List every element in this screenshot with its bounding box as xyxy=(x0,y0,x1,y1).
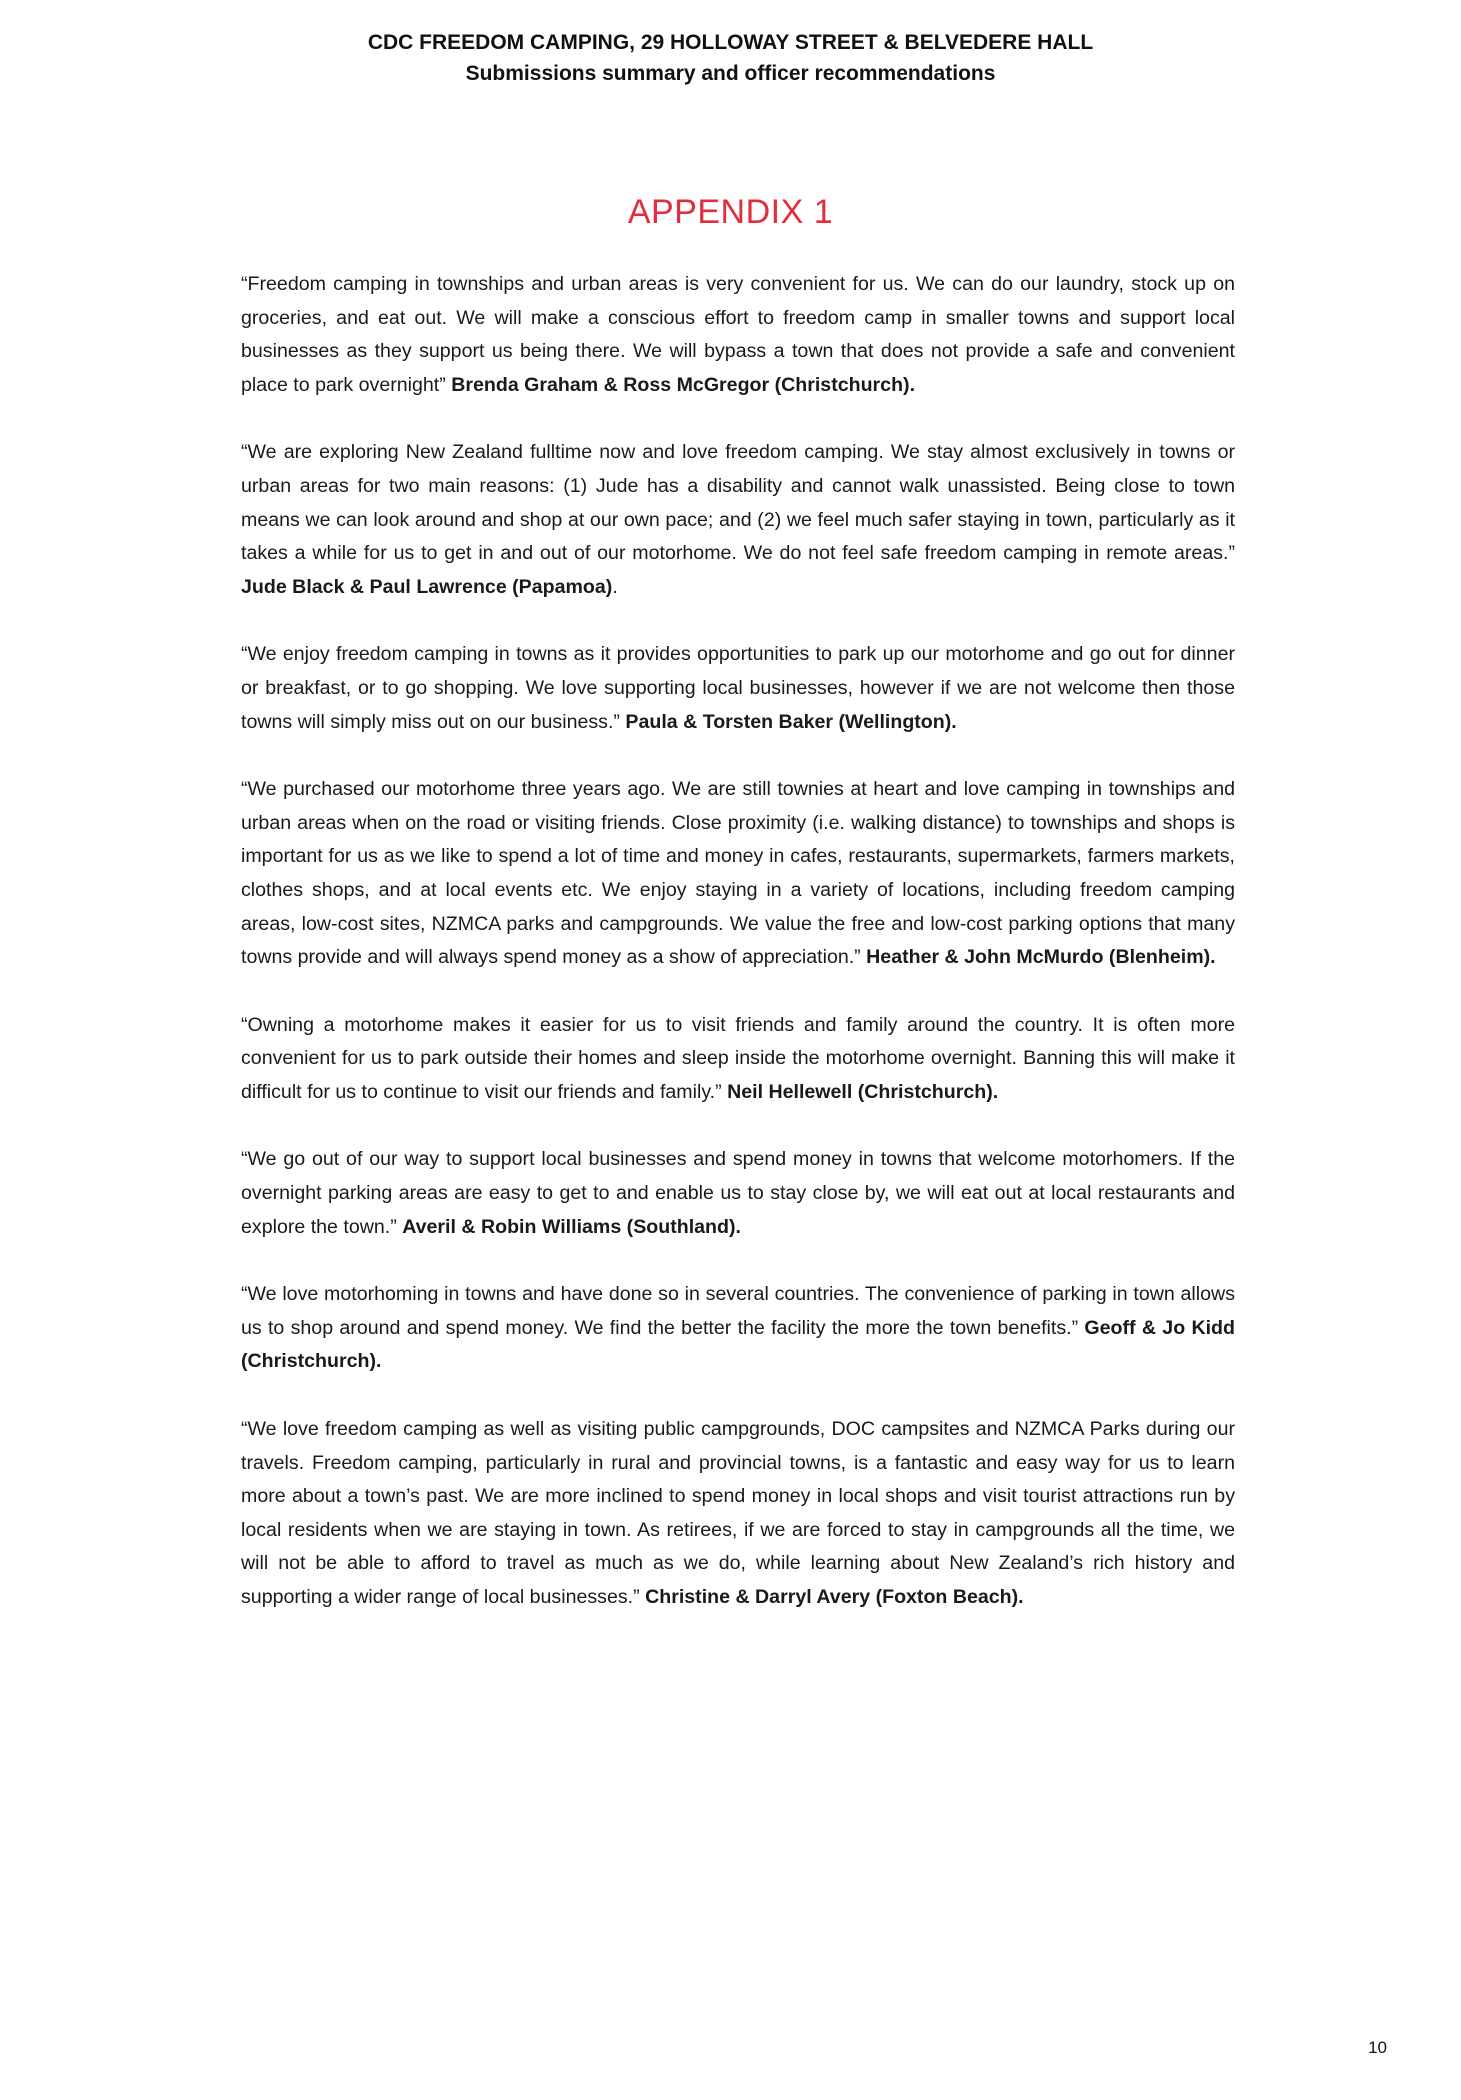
quote-text: “We purchased our motorhome three years ago. We are still townies at heart and love camping in townships and urban areas when on the road or visiting friends. Close proximity (i.e. walking distance) to townships and shops is important for us as we like to spend a lot of time and money in cafes, restaurants, supermarkets, farmers markets, clothes shops, and at local events etc. We enjoy staying in a variety of locations, including freedom camping areas, low-cost sites, NZMCA parks and campgrounds. We value the free and low-cost parking options that many towns provide and will always spend money as a show of appreciation.” xyxy=(241,778,1235,969)
quote-attribution: Paula & Torsten Baker (Wellington). xyxy=(625,710,957,733)
quote-attribution: Brenda Graham & Ross McGregor (Christchurch). xyxy=(451,373,916,396)
quote-text: “Owning a motorhome makes it easier for us to visit friends and family around the country. It is often more convenient for us to park outside their homes and sleep inside the motorhome overnight. Banning this will make it difficult for us to continue to visit our friends and family.” xyxy=(241,1013,1235,1103)
quote-paragraph xyxy=(241,1143,1235,1244)
quote-paragraph xyxy=(241,436,1235,604)
quote-text: “We go out of our way to support local businesses and spend money in towns that welcome motorhomers. If the overnight parking areas are easy to get to and enable us to stay close by, we will eat out at local restaurants and explore the town.” xyxy=(241,1148,1235,1238)
quote-text: “We love freedom camping as well as visiting public campgrounds, DOC campsites and NZMCA Parks during our travels. Freedom camping, particularly in rural and provincial towns, is a fantastic and easy way for us to learn more about a town’s past. We are more inclined to spend money in local shops and visit tourist attractions run by local residents when we are staying in town. As retirees, if we are forced to stay in campgrounds all the time, we will not be able to afford to travel as much as we do, while learning about New Zealand’s rich history and supporting a wider range of local businesses.” xyxy=(241,1418,1235,1608)
quote-tail: . xyxy=(612,575,618,598)
quote-paragraph xyxy=(241,1278,1235,1379)
quote-attribution: Jude Black & Paul Lawrence (Papamoa) xyxy=(241,575,613,598)
quote-paragraph xyxy=(241,268,1235,402)
quote-attribution: Geoff & Jo Kidd (Christchurch). xyxy=(241,1316,1235,1373)
quotes-section xyxy=(241,268,1235,1649)
quote-text: “We love motorhoming in towns and have done so in several countries. The convenience of parking in town allows us to shop around and spend money. We find the better the facility the more the town benefits.” xyxy=(241,1283,1235,1339)
page-number: 10 xyxy=(1368,2038,1387,2057)
header-subtitle: Submissions summary and officer recommendations xyxy=(465,62,996,85)
appendix-title: APPENDIX 1 xyxy=(627,193,834,231)
quote-paragraph xyxy=(241,1413,1235,1615)
quote-text: “We are exploring New Zealand fulltime now and love freedom camping. We stay almost exclusively in towns or urban areas for two main reasons: (1) Jude has a disability and cannot walk unassisted. Being close to town means we can look around and shop at our own pace; and (2) we feel much safer staying in town, particularly as it takes a while for us to get in and out of our motorhome. We do not feel safe freedom camping in remote areas.” xyxy=(241,441,1235,565)
quote-paragraph xyxy=(241,638,1235,739)
quote-attribution: Averil & Robin Williams (Southland). xyxy=(402,1215,741,1238)
quote-attribution: Christine & Darryl Avery (Foxton Beach). xyxy=(645,1586,1024,1608)
quote-text: “Freedom camping in townships and urban areas is very convenient for us. We can do our laundry, stock up on groceries, and eat out. We will make a conscious effort to freedom camp in smaller towns and support local businesses as they support us being there. We will bypass a town that does not provide a safe and convenient place to park overnight” xyxy=(241,273,1235,396)
quote-paragraph xyxy=(241,1009,1235,1110)
header-title: CDC FREEDOM CAMPING, 29 HOLLOWAY STREET & BELVEDERE HALL xyxy=(367,31,1094,54)
quote-attribution: Neil Hellewell (Christchurch). xyxy=(727,1080,999,1103)
quote-text: “We enjoy freedom camping in towns as it provides opportunities to park up our motorhome and go out for dinner or breakfast, or to go shopping. We love supporting local businesses, however if we are not welcome then those towns will simply miss out on our business.” xyxy=(241,643,1235,733)
quote-paragraph xyxy=(241,773,1235,975)
document-header xyxy=(0,27,1461,89)
quote-attribution: Heather & John McMurdo (Blenheim). xyxy=(866,946,1216,969)
